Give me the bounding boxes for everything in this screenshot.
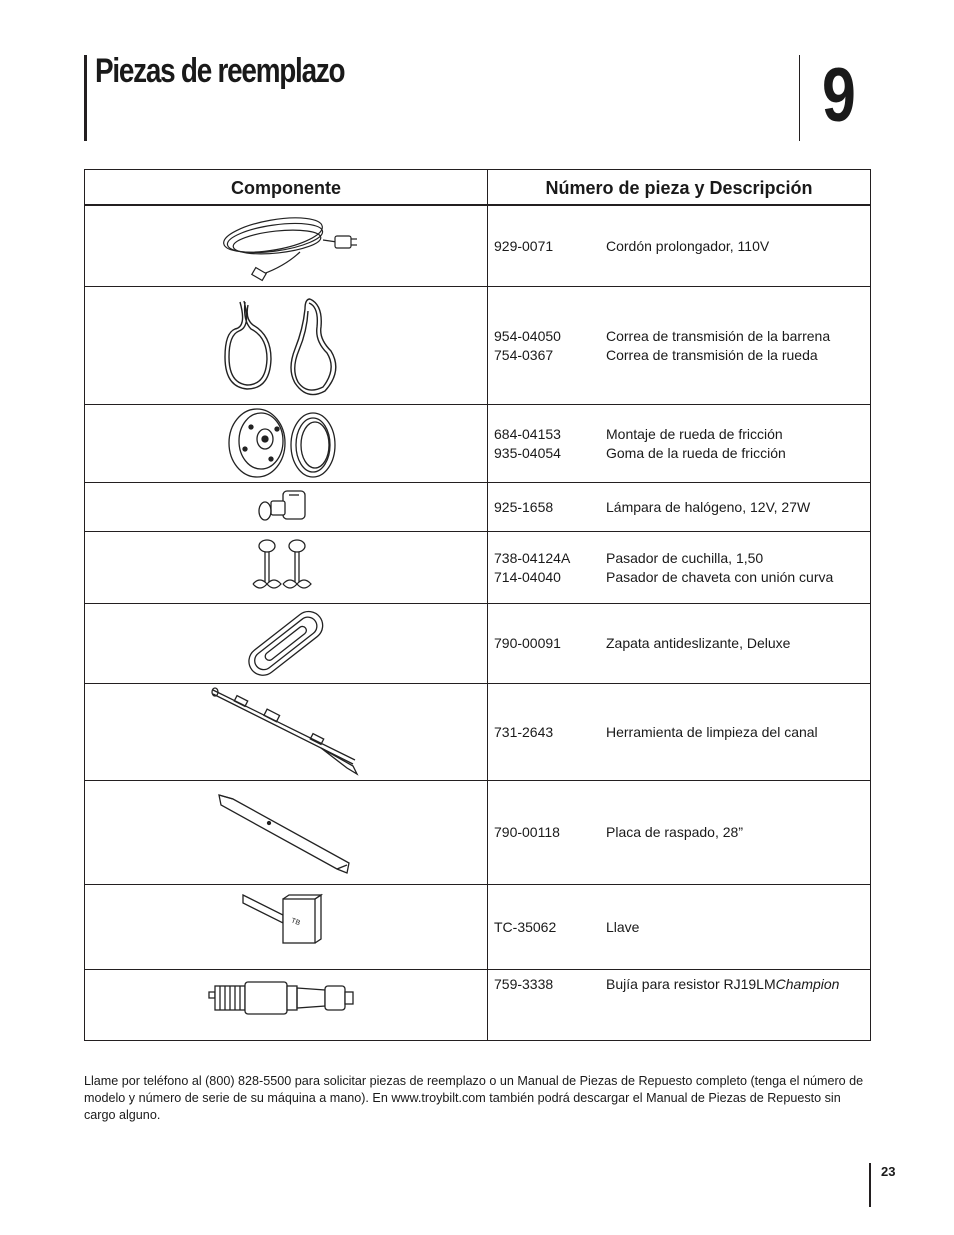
part-number: 684-04153 bbox=[494, 425, 561, 442]
table-row bbox=[85, 684, 870, 781]
extension-cord-icon bbox=[85, 206, 487, 287]
part-number: 759-3338 bbox=[494, 976, 554, 992]
skid-shoe-icon bbox=[85, 604, 487, 684]
part-description: Zapata antideslizante, Deluxe bbox=[606, 635, 791, 651]
part-number: 714-04040 bbox=[494, 568, 561, 585]
part-description: Cordón prolongador, 110V bbox=[606, 237, 770, 254]
drive-belts-icon bbox=[85, 287, 487, 405]
part-number: 754-0367 bbox=[494, 346, 554, 363]
table-row bbox=[85, 405, 870, 483]
svg-text:TB: TB bbox=[290, 917, 301, 928]
part-description: Bujía para resistor RJ19LMChampion bbox=[606, 976, 840, 992]
shear-pins-icon bbox=[85, 532, 487, 604]
page-number-rule bbox=[869, 1163, 871, 1207]
key-icon bbox=[85, 885, 487, 970]
column-header-component: Componente bbox=[85, 170, 488, 204]
part-number: 790-00091 bbox=[494, 635, 561, 651]
part-number: 738-04124A bbox=[494, 549, 571, 566]
part-number: 790-00118 bbox=[494, 824, 560, 840]
part-description: Llave bbox=[606, 918, 640, 935]
part-line bbox=[494, 568, 864, 587]
part-number: 954-04050 bbox=[494, 327, 561, 344]
table-row bbox=[85, 483, 870, 532]
parts-table bbox=[84, 169, 871, 1041]
part-description: Correa de transmisión de la rueda bbox=[606, 346, 818, 363]
part-description: Correa de transmisión de la barrena bbox=[606, 327, 831, 344]
spark-plug-icon bbox=[85, 970, 487, 1041]
part-line bbox=[494, 425, 864, 444]
part-description: Lámpara de halógeno, 12V, 27W bbox=[606, 498, 811, 515]
part-description: Herramienta de limpieza del canal bbox=[606, 723, 818, 740]
title-rule bbox=[84, 55, 87, 141]
ordering-note: Llame por teléfono al (800) 828-5500 para solicitar piezas de reemplazo o un Manual de Piezas de Repuesto completo (tenga el número de modelo y número de serie de su máquina a mano). En www.troybilt.com también podrá descargar el Manual de Piezas de Repuesto sin cargo alguno. bbox=[84, 1074, 864, 1122]
part-line bbox=[494, 918, 864, 937]
column-header-part: Número de pieza y Descripción bbox=[545, 178, 813, 198]
part-number: TC-35062 bbox=[494, 918, 557, 935]
table-row bbox=[85, 532, 870, 604]
friction-wheel-icon bbox=[85, 405, 487, 483]
table-header bbox=[85, 170, 870, 206]
chapter-number: 9 bbox=[822, 53, 856, 138]
part-line bbox=[494, 237, 864, 256]
table-row bbox=[85, 781, 870, 885]
clean-out-tool-icon bbox=[85, 684, 487, 781]
part-number: 935-04054 bbox=[494, 444, 561, 461]
page-title: Piezas de reemplazo bbox=[95, 52, 345, 90]
part-line bbox=[494, 444, 864, 463]
part-line bbox=[494, 634, 864, 653]
part-description: Pasador de cuchilla, 1,50 bbox=[606, 549, 764, 566]
table-row bbox=[85, 206, 870, 287]
part-line bbox=[494, 327, 864, 346]
brand-name: Champion bbox=[775, 976, 840, 992]
part-description: Goma de la rueda de fricción bbox=[606, 444, 786, 461]
part-number: 929-0071 bbox=[494, 237, 554, 254]
table-row bbox=[85, 604, 870, 684]
part-line bbox=[494, 975, 864, 994]
part-number: 925-1658 bbox=[494, 498, 554, 515]
part-line bbox=[494, 498, 864, 517]
part-line bbox=[494, 346, 864, 365]
chapter-rule bbox=[799, 55, 800, 141]
part-description: Montaje de rueda de fricción bbox=[606, 425, 783, 442]
part-line bbox=[494, 549, 864, 568]
part-line bbox=[494, 723, 864, 742]
table-row bbox=[85, 287, 870, 405]
table-row bbox=[85, 885, 870, 970]
part-line bbox=[494, 823, 864, 842]
part-description: Placa de raspado, 28” bbox=[606, 824, 743, 840]
shave-plate-icon bbox=[85, 781, 487, 885]
page-number: 23 bbox=[881, 1164, 896, 1179]
part-description: Pasador de chaveta con unión curva bbox=[606, 568, 834, 585]
table-row bbox=[85, 970, 870, 1041]
part-number: 731-2643 bbox=[494, 723, 554, 740]
halogen-lamp-icon bbox=[85, 483, 487, 532]
